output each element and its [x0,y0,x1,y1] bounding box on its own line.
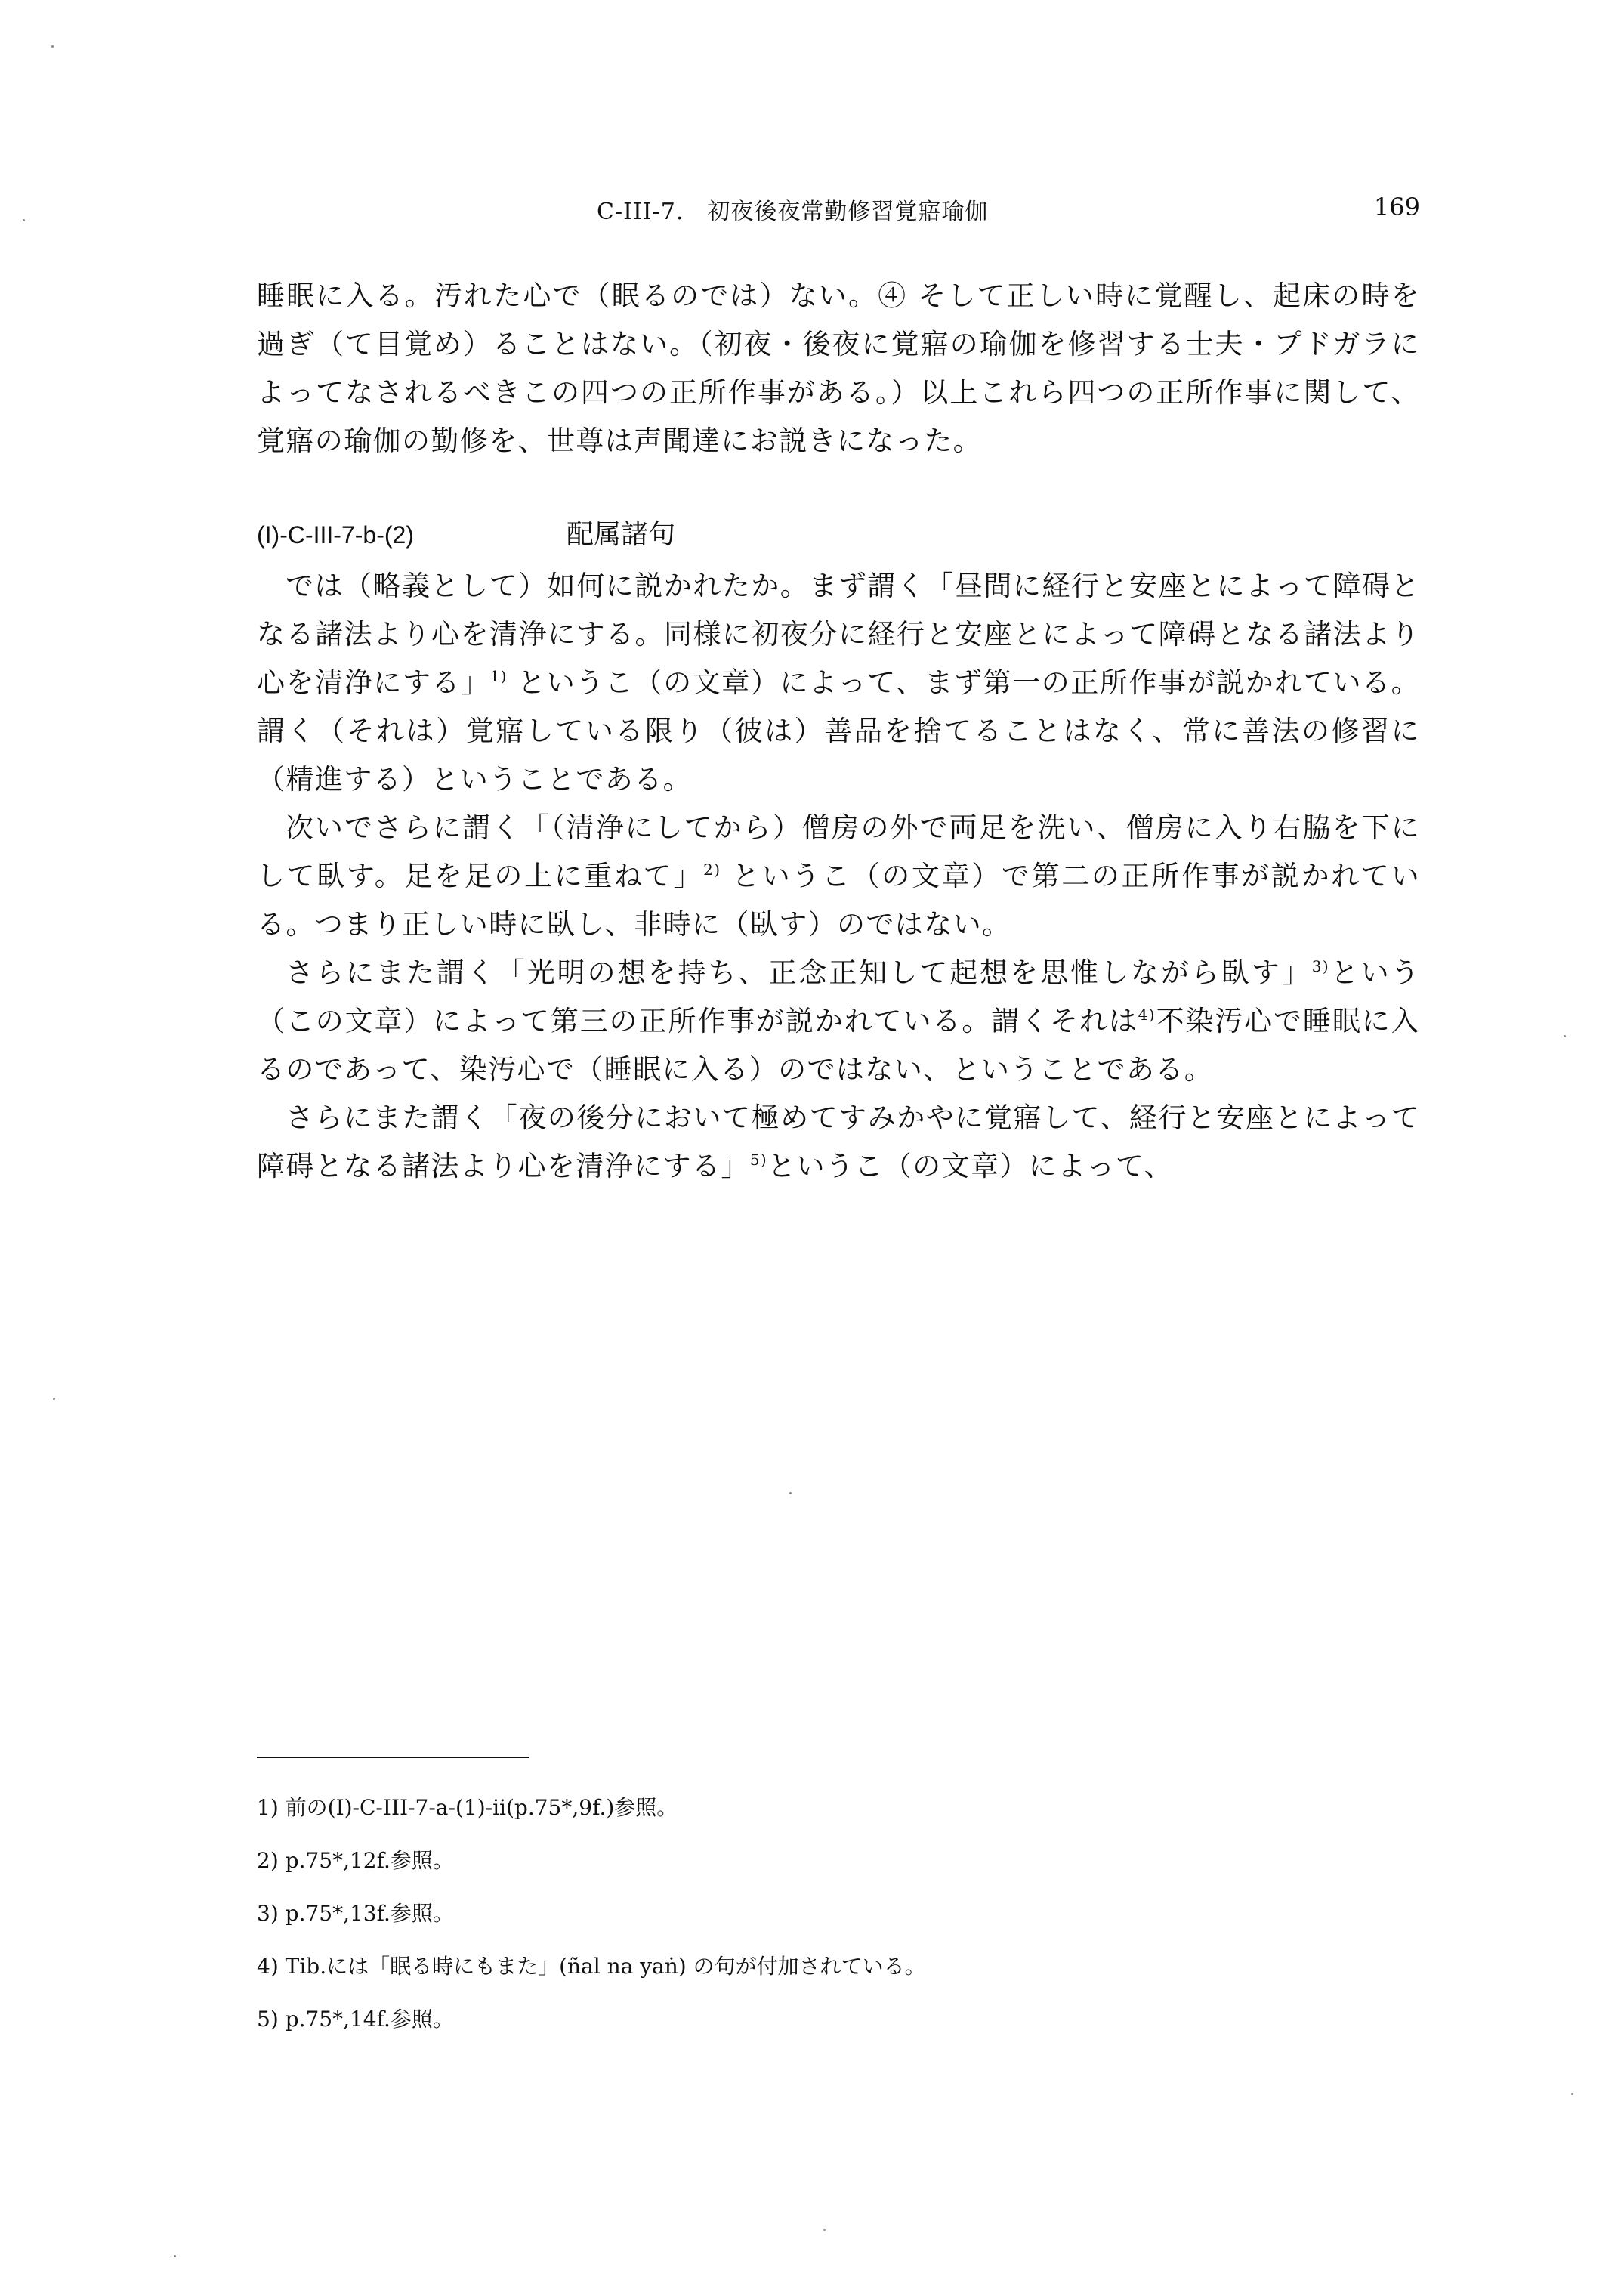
footnote-ref: 1) [489,667,508,685]
section-id: (I)-C-III-7-b-(2) [257,521,414,549]
footnote-ref: 3) [1311,957,1330,975]
scan-speck [823,2229,826,2231]
scan-speck [23,219,25,221]
footnote-item: 4) Tib.には「眠る時にもまた」(ñal na yaṅ) の句が付加されている。 [257,1954,926,1979]
intro-paragraph: 睡眠に入る。汚れた心で（眠るのでは）ない。④ そして正しい時に覚醒し、起床の時を過ぎ（て目覚め）ることはない。（初夜・後夜に覚寤の瑜伽を修習する士夫・プドガラによってなされるべきこの四つの正所作事がある。）以上これら四つの正所作事に関して、覚寤の瑜伽の勤修を、世尊は声聞達にお説きになった。 [257,280,1420,457]
footnote-item: 2) p.75*,12f.参照。 [257,1848,454,1873]
footnote-item: 5) p.75*,14f.参照。 [257,2007,454,2032]
footnote-ref: 2) [703,861,721,879]
paragraph-text: という（この文章）によって第三の正所作事が説かれている。謂くそれは [257,956,1421,1037]
paragraph-4 [257,1094,1420,1191]
paragraph-3 [257,949,1420,1094]
running-header [257,193,1420,230]
main-text [257,272,1420,1191]
running-title: C-III-7. 初夜後夜常勤修習覚寤瑜伽 [597,199,989,225]
paragraph-1 [257,562,1420,804]
scan-speck [51,45,54,48]
footnotes [257,1781,1420,2046]
footnote-item: 3) p.75*,13f.参照。 [257,1901,454,1926]
scan-speck [1564,1035,1566,1037]
paragraph-text: というこ（の文章）によって、 [767,1150,1173,1182]
paragraph-text: さらにまた謂く「光明の想を持ち、正念正知して起想を思惟しながら臥す」 [286,956,1312,989]
paragraph-text: 次いでさらに謂く「（清浄にしてから）僧房の外で両足を洗い、僧房に入り右脇を下にして臥す。足を足の上に重ねて」 [257,811,1420,892]
scan-speck [53,1398,55,1400]
scan-speck [789,1492,792,1494]
footnote-divider [257,1757,529,1758]
paragraph-text: さらにまた謂く「夜の後分において極めてすみかやに覚寤して、経行と安座とによって障碍となる諸法より心を清浄にする」 [257,1102,1420,1182]
footnote-ref: 4) [1138,1006,1156,1024]
paragraph-text: 不染汚心で睡眠に入るのであって、染汚心で（睡眠に入る）のではない、ということである。 [257,1005,1420,1086]
section-heading [257,511,1420,559]
page-number: 169 [1373,193,1420,221]
scan-speck [1571,2093,1573,2095]
paragraph-text: というこ（の文章）で第二の正所作事が説かれている。つまり正しい時に臥し、非時に（臥す）のではない。 [257,860,1420,941]
paragraph-text: では（略義として）如何に説かれたか。まず謂く「昼間に経行と安座とによって障碍となる諸法より心を清浄にする。同様に初夜分に経行と安座とによって障碍となる諸法より心を清浄にする」 [257,570,1420,699]
section-title: 配属諸句 [567,519,676,550]
paragraph-2 [257,804,1420,949]
footnote-ref: 5) [749,1151,768,1169]
scan-speck [174,2255,176,2257]
footnote-item: 1) 前の(I)-C-III-7-a-(1)-ii(p.75*,9f.)参照。 [257,1795,678,1820]
paragraph-text: というこ（の文章）によって、まず第一の正所作事が説かれている。謂く（それは）覚寤している限り（彼は）善品を捨てることはなく、常に善法の修習に（精進する）ということである。 [257,666,1420,796]
